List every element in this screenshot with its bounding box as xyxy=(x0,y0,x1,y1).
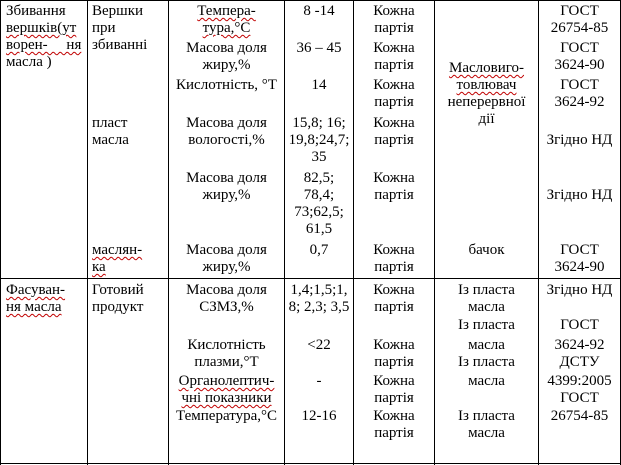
cell-text: Органолептич- xyxy=(178,373,275,389)
cell-text: ГОСТ xyxy=(560,390,599,406)
cell-text: Темпера- xyxy=(197,3,256,19)
cell-text: чні показники xyxy=(181,390,272,406)
cell-text: Масова доля xyxy=(186,282,267,298)
cell-text: Готовий xyxy=(92,282,144,298)
cell-text: вершків(ут xyxy=(6,20,77,36)
cell-text: партія xyxy=(374,132,414,148)
column-parameter xyxy=(169,0,284,465)
cell-text: бачок xyxy=(468,242,505,258)
cell-text: партія xyxy=(374,187,414,203)
cell-text: ня масла xyxy=(6,299,62,315)
cell-text: 12-16 xyxy=(301,408,337,424)
cell-text: Збивання xyxy=(6,3,66,19)
cell-text: Температура,°С xyxy=(176,408,277,424)
cell-text: Із пласта xyxy=(458,408,515,424)
cell-text: плазми,°Т xyxy=(194,354,259,370)
cell-text: ГОСТ xyxy=(560,242,599,258)
cell-text: партія xyxy=(374,354,414,370)
cell-text: маслян- xyxy=(92,242,143,258)
cell-text: <22 xyxy=(307,337,331,353)
cell-text: жиру,% xyxy=(202,259,251,275)
cell-text: ГОСТ xyxy=(560,77,599,93)
cell-text: Кожна xyxy=(373,337,415,353)
cell-text: Із пласта xyxy=(458,282,515,298)
cell-text: 1,4;1,5;1, xyxy=(290,282,348,298)
cell-text: жиру,% xyxy=(202,57,251,73)
column-sampling-point xyxy=(435,0,538,465)
cell-text: ворен- ня xyxy=(6,37,82,53)
cell-text: 8 -14 xyxy=(303,3,335,19)
cell-text: 26754-85 xyxy=(550,20,609,36)
cell-text: Вершки xyxy=(92,3,144,19)
cell-text: Фасуван- xyxy=(6,282,66,298)
cell-text: Масова доля xyxy=(186,242,267,258)
cell-text: Кислотність xyxy=(187,337,266,353)
cell-text: масла xyxy=(468,299,505,315)
cell-text: ка xyxy=(92,259,106,275)
cell-text: 15,8; 16; xyxy=(292,115,346,131)
cell-text: 35 xyxy=(311,149,327,165)
column-standard xyxy=(539,0,620,465)
cell-text: Із пласта xyxy=(458,354,515,370)
cell-text: ГОСТ xyxy=(560,3,599,19)
cell-text: 82,5; xyxy=(303,170,335,186)
column-value xyxy=(285,0,353,465)
cell-text: Кожна xyxy=(373,3,415,19)
cell-text: - xyxy=(316,373,322,389)
cell-text: 73;62,5; xyxy=(294,204,344,220)
cell-text: Кожна xyxy=(373,242,415,258)
cell-text: партія xyxy=(374,259,414,275)
cell-text: Масова доля xyxy=(186,115,267,131)
cell-text: 3624-92 xyxy=(554,337,605,353)
cell-text: Кожна xyxy=(373,170,415,186)
cell-text: масла xyxy=(468,373,505,389)
cell-text: при xyxy=(92,20,116,36)
cell-text: 3624-90 xyxy=(554,259,605,275)
cell-text: Кожна xyxy=(373,373,415,389)
cell-text: 26754-85 xyxy=(550,408,609,424)
cell-text: тура,°С xyxy=(202,20,251,36)
cell-text: партія xyxy=(374,390,414,406)
cell-text: Кожна xyxy=(373,40,415,56)
cell-text: Згідно НД xyxy=(546,187,613,203)
cell-text: 3624-90 xyxy=(554,57,605,73)
cell-text: пласт xyxy=(92,115,128,131)
cell-text: товлювач xyxy=(456,77,517,93)
cell-text: партія xyxy=(374,94,414,110)
column-stage xyxy=(6,0,86,465)
cell-text: СЗМЗ,% xyxy=(199,299,254,315)
cell-text: масла xyxy=(468,337,505,353)
cell-text: масла xyxy=(92,132,129,148)
cell-text: збиванні xyxy=(92,37,148,53)
cell-text: ДСТУ xyxy=(559,354,600,370)
cell-text: неперервної xyxy=(447,94,526,110)
table-border-left xyxy=(0,0,1,465)
cell-text: Масова доля xyxy=(186,170,267,186)
column-object xyxy=(92,0,166,465)
cell-text: 61,5 xyxy=(305,221,333,237)
cell-text: партія xyxy=(374,57,414,73)
cell-text: 0,7 xyxy=(309,242,329,258)
cell-text: Масова доля xyxy=(186,40,267,56)
table-column-divider xyxy=(87,0,88,465)
cell-text: 3624-92 xyxy=(554,94,605,110)
cell-text: 36 – 45 xyxy=(296,40,342,56)
cell-text: партія xyxy=(374,425,414,441)
cell-text: ГОСТ xyxy=(560,40,599,56)
cell-text: Кислотність, °Т xyxy=(176,77,277,93)
cell-text: Кожна xyxy=(373,115,415,131)
cell-text: жиру,% xyxy=(202,187,251,203)
cell-text: Згідно НД xyxy=(546,132,613,148)
cell-text: партія xyxy=(374,20,414,36)
cell-text: 14 xyxy=(311,77,327,93)
cell-text: продукт xyxy=(92,299,144,315)
cell-text: партія xyxy=(374,299,414,315)
cell-text: дії xyxy=(478,111,495,127)
cell-text: Кожна xyxy=(373,77,415,93)
cell-text: Масловиго- xyxy=(448,60,525,76)
column-frequency xyxy=(354,0,434,465)
cell-text: 19,8;24,7; xyxy=(288,132,350,148)
cell-text: ГОСТ xyxy=(560,317,599,333)
cell-text: Кожна xyxy=(373,408,415,424)
cell-text: 4399:2005 xyxy=(547,373,612,389)
cell-text: вологості,% xyxy=(188,132,265,148)
cell-text: Згідно НД xyxy=(546,282,613,298)
cell-text: масла ) xyxy=(6,54,52,70)
cell-text: Кожна xyxy=(373,282,415,298)
cell-text: Із пласта xyxy=(458,317,515,333)
cell-text: 8; 2,3; 3,5 xyxy=(288,299,350,315)
cell-text: 78,4; xyxy=(303,187,335,203)
cell-text: масла xyxy=(468,425,505,441)
